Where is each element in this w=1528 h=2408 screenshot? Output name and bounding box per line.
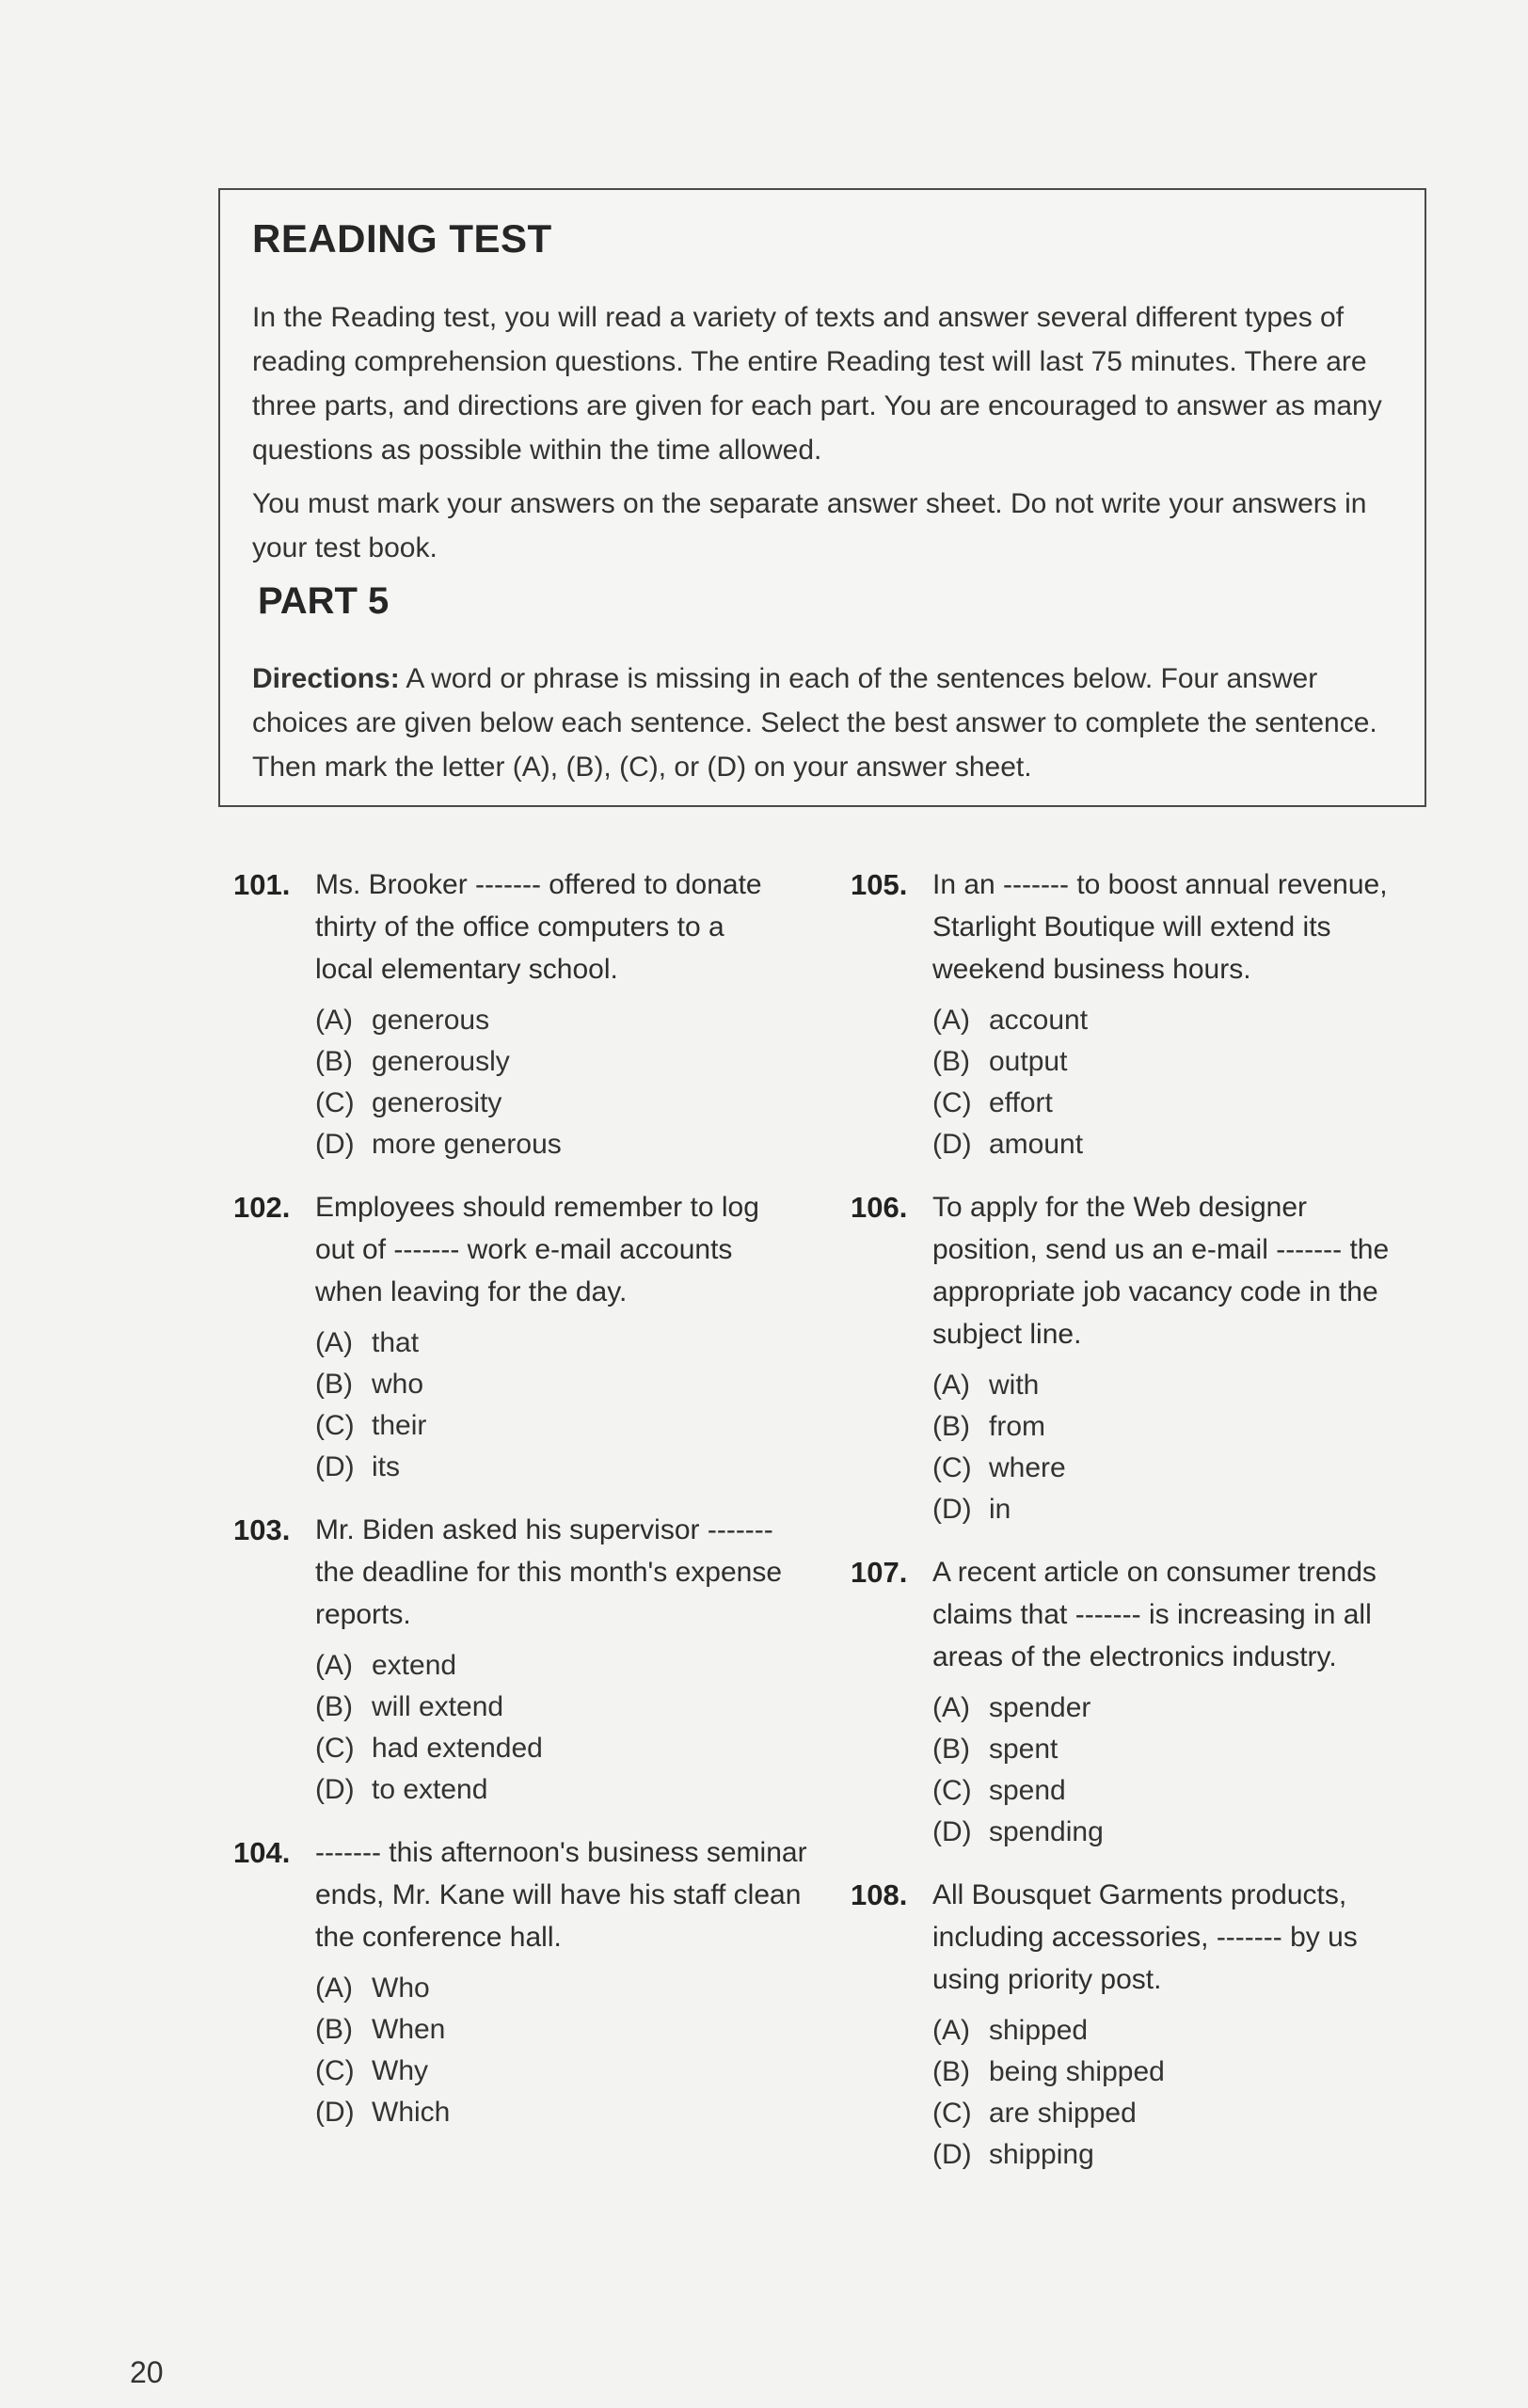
answer-choice-a: (A) generous (315, 1005, 490, 1036)
question-101 (233, 863, 817, 1165)
answer-choices (932, 1687, 1443, 1853)
question-number: 105. (851, 868, 908, 901)
answer-choice-d: (D) to extend (315, 1774, 488, 1805)
answer-choice-b: (B) output (932, 1046, 1068, 1077)
answer-choice-c: (C) Why (315, 2055, 428, 2086)
answer-choice-d: (D) its (315, 1451, 400, 1482)
question-103 (233, 1509, 817, 1811)
answer-choice-d: (D) in (932, 1494, 1011, 1525)
answer-choice-b: (B) spent (932, 1734, 1058, 1765)
answer-choice-d: (D) spending (932, 1816, 1104, 1847)
answer-choice-b: (B) When (315, 2014, 446, 2045)
directions-label: Directions: (252, 663, 400, 694)
section-title: READING TEST (252, 216, 552, 261)
answer-choice-a: (A) with (932, 1370, 1040, 1401)
answer-choice-c: (C) are shipped (932, 2098, 1137, 2129)
answer-choice-c: (C) where (932, 1452, 1066, 1483)
question-106 (851, 1186, 1443, 1530)
question-number: 102. (233, 1191, 291, 1224)
part-directions (252, 657, 1398, 789)
answer-choice-c: (C) effort (932, 1087, 1053, 1118)
question-stem: ------- this afternoon's business seminar ends, Mr. Kane will have his staff clean the conference hall. (315, 1837, 807, 1953)
answer-choices (315, 1645, 817, 1811)
question-stem: A recent article on consumer trends claims that ------- is increasing in all areas of the electronics industry. (932, 1557, 1377, 1672)
directions-text: A word or phrase is missing in each of the sentences below. Four answer choices are given below each sentence. Select the best answer to complete the sentence. Then mark the letter (A), (B), (C), or (D) on your answer sheet. (252, 663, 1377, 783)
answer-choice-c: (C) had extended (315, 1733, 543, 1764)
answer-choice-b: (B) generously (315, 1046, 510, 1077)
answer-choices (932, 1000, 1443, 1165)
answer-choices (932, 1365, 1443, 1530)
question-number: 106. (851, 1191, 908, 1224)
answer-choice-d: (D) more generous (315, 1129, 562, 1160)
question-number: 107. (851, 1556, 908, 1589)
question-stem: In an ------- to boost annual revenue, Starlight Boutique will extend its weekend business hours. (932, 869, 1388, 985)
answer-choice-a: (A) Who (315, 1972, 430, 2004)
part-title: PART 5 (258, 580, 390, 622)
question-stem: To apply for the Web designer position, send us an e-mail ------- the appropriate job vacancy code in the subject line. (932, 1192, 1390, 1350)
answer-choice-a: (A) that (315, 1327, 420, 1358)
answer-choices (315, 1000, 817, 1165)
answer-choice-c: (C) generosity (315, 1087, 502, 1118)
question-stem: Ms. Brooker ------- offered to donate thirty of the office computers to a local elementary school. (315, 869, 762, 985)
question-number: 108. (851, 1878, 908, 1911)
answer-choices (315, 1968, 817, 2133)
answer-sheet-note: You must mark your answers on the separate answer sheet. Do not write your answers in your test book. (252, 488, 1367, 563)
answer-choice-d: (D) shipping (932, 2139, 1094, 2170)
page-number: 20 (130, 2355, 164, 2389)
question-number: 104. (233, 1836, 291, 1869)
answer-choice-c: (C) spend (932, 1775, 1066, 1806)
answer-choices (932, 2010, 1443, 2176)
question-stem: Employees should remember to log out of ------- work e-mail accounts when leaving for the day. (315, 1192, 759, 1307)
answer-choice-c: (C) their (315, 1410, 427, 1441)
answer-choice-a: (A) shipped (932, 2015, 1089, 2046)
answer-choice-d: (D) Which (315, 2097, 451, 2128)
intro-paragraph: In the Reading test, you will read a variety of texts and answer several different types of reading comprehension questions. The entire Reading test will last 75 minutes. There are three parts, and directions are given for each part. You are encouraged to answer as many questions as possible within the time allowed. (252, 302, 1382, 466)
question-104 (233, 1831, 817, 2133)
answer-choice-d: (D) amount (932, 1129, 1084, 1160)
answer-choices (315, 1323, 817, 1488)
question-stem: All Bousquet Garments products, including accessories, ------- by us using priority post. (932, 1879, 1358, 1995)
question-107 (851, 1551, 1443, 1853)
question-stem: Mr. Biden asked his supervisor ------- the deadline for this month's expense reports. (315, 1514, 783, 1630)
answer-choice-a: (A) account (932, 1005, 1089, 1036)
answer-choice-b: (B) who (315, 1369, 424, 1400)
answer-choice-a: (A) spender (932, 1692, 1091, 1723)
instructions-box (218, 188, 1426, 807)
question-number: 101. (233, 868, 291, 901)
question-102 (233, 1186, 817, 1488)
answer-choice-b: (B) from (932, 1411, 1045, 1442)
questions-right-column (851, 863, 1443, 2176)
question-108 (851, 1874, 1443, 2176)
answer-choice-a: (A) extend (315, 1650, 457, 1681)
question-number: 103. (233, 1513, 291, 1546)
answer-choice-b: (B) will extend (315, 1691, 504, 1722)
answer-choice-b: (B) being shipped (932, 2056, 1165, 2087)
question-105 (851, 863, 1443, 1165)
questions-left-column (233, 863, 817, 2133)
